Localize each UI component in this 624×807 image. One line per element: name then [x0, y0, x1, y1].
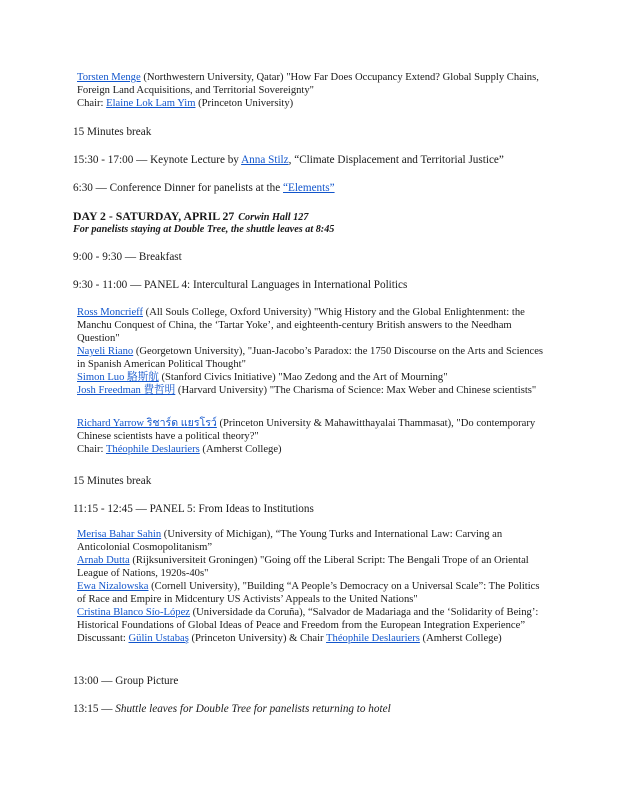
speaker-entry [77, 554, 547, 580]
speaker-link[interactable]: Arnab Dutta [77, 555, 130, 566]
speaker-entry [77, 371, 547, 384]
talk-title: "Do contemporary Chinese scientists have a political theory?" [77, 418, 536, 442]
speaker-link[interactable]: Cristina Blanco Sío-López [77, 607, 190, 618]
speaker-link[interactable]: Ross Moncrieff [77, 307, 144, 318]
speaker-entry [77, 606, 547, 632]
speaker-affiliation: (Stanford Civics Initiative) [158, 372, 279, 383]
chair-link[interactable]: Elaine Lok Lam Yim [106, 98, 196, 109]
shuttle-line [73, 702, 391, 716]
speaker-link[interactable]: Merisa Bahar Sahin [77, 529, 162, 540]
talk-title: "Going off the Liberal Script: The Bengali Trope of an Oriental League of Nations, 1920s-40s" [77, 555, 529, 579]
speaker-affiliation: (Georgetown University), [133, 346, 248, 357]
talk-title: "Building “A People’s Democracy on a Universal Scale”: The Politics of Race and Empire in Midcentury US Activists’ Appeals to the United Nations" [77, 581, 540, 605]
speaker-link[interactable]: Josh Freedman 費哲明 [77, 385, 176, 396]
speaker-entry [77, 306, 547, 345]
panel4-list-cont [77, 417, 547, 456]
keynote-title: , “Climate Displacement and Territorial Justice” [288, 154, 504, 166]
speaker-entry [77, 528, 547, 554]
speaker-link[interactable]: Simon Luo 駱斯航 [77, 372, 159, 383]
chair-link[interactable]: Théophile Deslauriers [105, 444, 200, 455]
panel5-heading: 11:15 - 12:45 — PANEL 5: From Ideas to Institutions [73, 503, 314, 515]
speaker-link[interactable]: Richard Yarrow ริชาร์ด แยรโรว์ [77, 418, 217, 429]
break-line: 15 Minutes break [73, 126, 152, 138]
discussant-affiliation: (Princeton University) & Chair [188, 633, 327, 644]
discussant-entry [77, 632, 547, 645]
chair-entry [77, 443, 547, 456]
chair-label: Chair: [77, 444, 106, 455]
speaker-affiliation: (Cornell University), [148, 581, 243, 592]
day-note: For panelists staying at Double Tree, the shuttle leaves at 8:45 [73, 224, 335, 235]
speaker-entry [77, 384, 547, 397]
chair-affiliation: (Princeton University) [195, 98, 294, 109]
speaker-entry [77, 71, 547, 97]
dinner-text: 6:30 — Conference Dinner for panelists at the [73, 182, 284, 194]
talk-title: "The Charisma of Science: Max Weber and Chinese scientists" [269, 385, 537, 396]
chair-label: Chair: [77, 98, 107, 109]
speaker-link[interactable]: Torsten Menge [77, 72, 141, 83]
speaker-link[interactable]: Ewa Nizalowska [77, 581, 149, 592]
keynote-line [73, 153, 504, 167]
breakfast-line: 9:00 - 9:30 — Breakfast [73, 251, 182, 263]
discussant-label: Discussant: [77, 633, 129, 644]
panel3-tail [77, 71, 547, 110]
speaker-affiliation: (Harvard University) [175, 385, 270, 396]
discussant-link[interactable]: Gülin Ustabaş [128, 633, 189, 644]
day-location: Corwin Hall 127 [238, 212, 309, 223]
venue-link[interactable]: “Elements” [283, 182, 335, 194]
chair-affiliation: (Amherst College) [199, 444, 282, 455]
panel4-list [77, 306, 547, 397]
keynote-time: 15:30 - 17:00 — Keynote Lecture by [73, 154, 242, 166]
speaker-affiliation: (University of Michigan), [161, 529, 276, 540]
panel4-heading: 9:30 - 11:00 — PANEL 4: Intercultural Languages in International Politics [73, 279, 408, 291]
keynote-speaker-link[interactable]: Anna Stilz [241, 154, 289, 166]
day-title: DAY 2 - SATURDAY, APRIL 27 [73, 209, 235, 223]
speaker-affiliation: (All Souls College, Oxford University) [143, 307, 314, 318]
break-line: 15 Minutes break [73, 475, 152, 487]
chair-affiliation: (Amherst College) [419, 633, 502, 644]
speaker-link[interactable]: Nayeli Riano [77, 346, 134, 357]
speaker-entry [77, 417, 547, 443]
panel5-list [77, 528, 547, 645]
dinner-line [73, 181, 335, 195]
speaker-entry [77, 345, 547, 371]
speaker-entry [77, 580, 547, 606]
talk-title: "Juan-Jacobo’s Paradox: the 1750 Discourse on the Arts and Sciences in Spanish American Political Thought" [77, 346, 544, 370]
talk-title: “Salvador de Madariaga and the ‘Solidarity of Being’: Historical Foundations of Global Ideas of Peace and Freedom from the European Integration Experience” [77, 607, 539, 631]
chair-entry [77, 97, 547, 110]
chair-link[interactable]: Théophile Deslauriers [326, 633, 420, 644]
shuttle-text: Shuttle leaves for Double Tree for panelists returning to hotel [115, 703, 391, 715]
photo-line: 13:00 — Group Picture [73, 675, 179, 687]
talk-title: "Mao Zedong and the Art of Mourning" [278, 372, 448, 383]
speaker-affiliation: (Rijksuniversiteit Groningen) [129, 555, 261, 566]
speaker-affiliation: (Princeton University & Mahawitthayalai Thammasat), [216, 418, 457, 429]
talk-title: “The Young Turks and International Law: Carving an Anticolonial Cosmopolitanism” [77, 529, 503, 553]
shuttle-time: 13:15 — [73, 703, 116, 715]
talk-title: "How Far Does Occupancy Extend? Global Supply Chains, Foreign Land Acquisitions, and Territorial Sovereignty" [77, 72, 539, 96]
talk-title: "Whig History and the Global Enlightenment: the Manchu Conquest of China, the ‘Tartar Yoke’, and eighteenth-century British answers to the Needham Question" [77, 307, 525, 344]
speaker-affiliation: (Universidade da Coruña), [189, 607, 308, 618]
speaker-affiliation: (Northwestern University, Qatar) [140, 72, 287, 83]
